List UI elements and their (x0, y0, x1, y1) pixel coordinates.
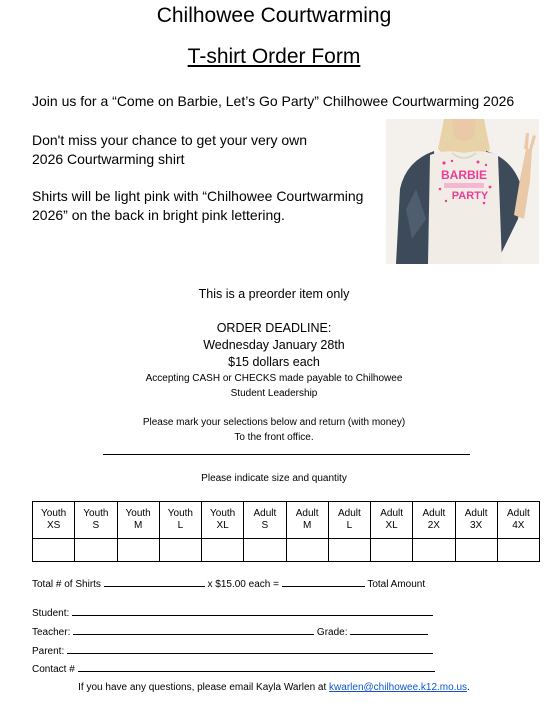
student-label: Student: (32, 608, 70, 619)
shirt-description-paragraph (32, 187, 377, 225)
size-header: Youth M (117, 502, 159, 539)
footer-period: . (467, 682, 470, 693)
paragraph-line: 2026” on the back in bright pink lettering. (32, 207, 285, 223)
shirt-print-band (444, 183, 484, 188)
parent-line (32, 645, 433, 657)
size-header: Youth S (75, 502, 117, 539)
contact-field[interactable] (78, 663, 435, 672)
preorder-note: This is a preorder item only (198, 287, 350, 301)
footer-note (0, 682, 548, 693)
shirt-print-line-1: BARBIE (440, 168, 488, 182)
form-title: T-shirt Order Form (187, 45, 361, 68)
size-header: Youth XS (33, 502, 75, 539)
teacher-field[interactable] (73, 626, 314, 635)
email-link[interactable]: kwarlen@chilhowee.k12.mo.us (329, 682, 468, 693)
total-line (32, 578, 425, 590)
total-amount-field[interactable] (282, 578, 365, 587)
quantity-row (33, 539, 540, 562)
parent-label: Parent: (32, 646, 65, 657)
return-instructions (0, 415, 548, 445)
separator-line (103, 454, 470, 455)
quantity-cell[interactable] (328, 539, 370, 562)
size-header: Adult M (286, 502, 328, 539)
page-title: Chilhowee Courtwarming (156, 4, 392, 27)
size-header: Adult 2X (413, 502, 455, 539)
deadline-block (0, 320, 548, 371)
quantity-cell[interactable] (244, 539, 286, 562)
instructions-line: Please mark your selections below and return (with money) (142, 417, 406, 428)
size-quantity-table (32, 501, 540, 562)
contact-line (32, 663, 435, 675)
grade-label: Grade: (316, 627, 348, 638)
price-text: $15 dollars each (228, 355, 320, 369)
total-shirts-label: Total # of Shirts (32, 579, 101, 590)
size-table-heading: Please indicate size and quantity (201, 473, 347, 484)
quantity-cell[interactable] (286, 539, 328, 562)
size-header: Adult L (328, 502, 370, 539)
total-shirts-field[interactable] (104, 578, 205, 587)
shirt-intro-paragraph (32, 131, 377, 169)
quantity-cell[interactable] (455, 539, 497, 562)
size-header: Youth XL (202, 502, 244, 539)
grade-field[interactable] (350, 626, 428, 635)
total-amount-label: Total Amount (367, 579, 426, 590)
size-header: Adult 3X (455, 502, 497, 539)
deadline-label: ORDER DEADLINE: (216, 321, 332, 335)
student-line (32, 607, 433, 619)
payment-line: Student Leadership (230, 388, 318, 399)
size-header-row (33, 502, 540, 539)
size-header: Adult S (244, 502, 286, 539)
paragraph-line: Shirts will be light pink with “Chilhowee Courtwarming (32, 188, 364, 204)
size-header: Youth L (159, 502, 201, 539)
footer-text: If you have any questions, please email Kayla Warlen at (78, 682, 327, 693)
quantity-cell[interactable] (202, 539, 244, 562)
quantity-cell[interactable] (75, 539, 117, 562)
instructions-line: To the front office. (234, 432, 314, 443)
deadline-date: Wednesday January 28th (203, 338, 345, 352)
quantity-cell[interactable] (413, 539, 455, 562)
quantity-cell[interactable] (33, 539, 75, 562)
quantity-cell[interactable] (117, 539, 159, 562)
shirt-print-line-2: PARTY (451, 190, 489, 202)
teacher-line (32, 626, 428, 638)
price-multiplier: x $15.00 each = (207, 579, 279, 590)
quantity-cell[interactable] (371, 539, 413, 562)
size-header: Adult XL (371, 502, 413, 539)
payment-line: Accepting CASH or CHECKS made payable to Chilhowee (145, 373, 403, 384)
face (452, 119, 476, 141)
payment-info (0, 371, 548, 401)
parent-field[interactable] (67, 645, 433, 654)
paragraph-line: Don't miss your chance to get your very own (32, 132, 308, 148)
teacher-label: Teacher: (32, 627, 71, 638)
contact-label: Contact # (32, 664, 75, 675)
student-field[interactable] (72, 607, 433, 616)
size-header: Adult 4X (497, 502, 539, 539)
quantity-cell[interactable] (497, 539, 539, 562)
tshirt-photo (386, 119, 539, 264)
intro-text: Join us for a “Come on Barbie, Let’s Go Party” Chilhowee Courtwarming 2026 (32, 93, 515, 109)
paragraph-line: 2026 Courtwarming shirt (32, 151, 185, 167)
quantity-cell[interactable] (159, 539, 201, 562)
